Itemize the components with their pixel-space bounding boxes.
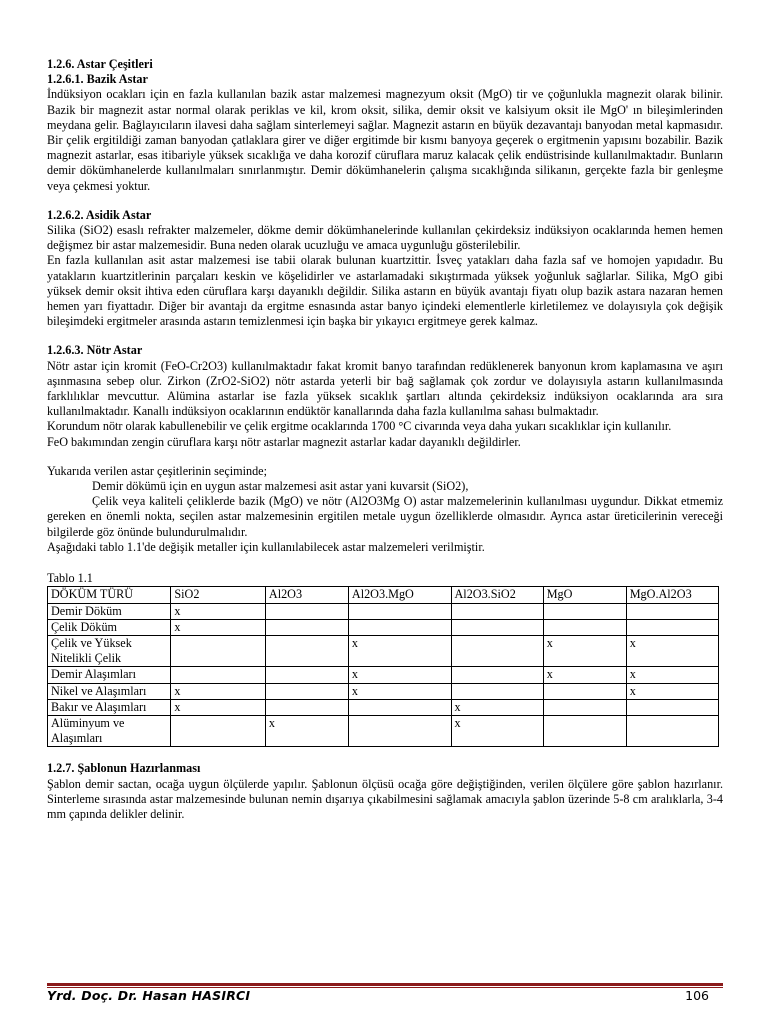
subsection-heading: 1.2.6.1. Bazik Astar [47,72,148,87]
table-cell [348,699,451,715]
row-label: Çelik ve Yüksek Nitelikli Çelik [48,635,171,666]
table-cell: x [265,715,348,746]
table-header-cell: Al2O3 [265,587,348,603]
table-cell [265,683,348,699]
table-cell: x [451,715,543,746]
page-number: 106 [685,988,709,1003]
table-row [48,699,719,715]
table-header-row [48,587,719,603]
row-label: Çelik Döküm [48,619,171,635]
table-cell [171,667,266,683]
table-cell: x [451,699,543,715]
table-cell [626,619,718,635]
table-cell [348,619,451,635]
paragraph: Nötr astar için kromit (FeO-Cr2O3) kullanılmaktadır fakat kromit banyo tarafından redüklenerek banyonun krom kaplamasına ve aşırı aşınmasına sebep olur. Zirkon (ZrO2-SiO2) nötr astarda yeterli bir bağ sağlamak çok zordur ve dolayısıyla astarın kullanılmasında farklılıklar mevcuttur. Alümina astarlar ise fazla yüksek sıcaklık şartları altında çekirdeksiz indüksiyon ocaklarında ara sıra kullanılmaktadır. Kanallı indüksiyon ocaklarının endüktör kanallarında daha fazla kullanılma sahası bulmaktadır. [47,358,723,419]
paragraph: Şablon demir sactan, ocağa uygun ölçülerde yapılır. Şablonun ölçüsü ocağa göre değiştiğinden, verilen ölçülere göre şablon hazırlanır. Sinterleme sırasında astar malzemesinde bulunan nemin dışarıya çıkabilmesini sağlamak amacıyla şablon üzerinde 5-8 cm aralıklarla, 3-4 mm çapında delikler delinir. [47,776,723,821]
table-cell [171,635,266,666]
paragraph: İndüksiyon ocakları için en fazla kullanılan bazik astar malzemesi magnezyum oksit (MgO) tir ve çoğunlukla magnezit olarak bilinir. Bazik bir magnezit astar normal olarak periklas ve kil, krom oksit, silika, demir oksit ve kalsiyum oksit ile MgO' ın bileşimlerinden meydana gelir. Bağlayıcıların ilavesi daha sağlam sinterlemeyi sağlar. Magnezit astarın en büyük dezavantajı banyodan metal kapmasıdır. Bir çelik ergitildiği zaman banyodan çatlaklara girer ve diğer ergitimde bir kısmı banyoya geçerek o ergitmenin yapısını bozabilir. Bazik magnezit astarlar, esas itibariyle yüksek sıcaklığa ve daha korozif cüruflara maruz kalacak çelik endüstrisinde kullanılmaktadır. Bunların demir dökümhanelerde kullanılmaları sınırlanmıştır. Demir dökümhanelerin çalışma sıcaklığında silikanın, gerçekte fazla bir genleşme veya çekmesi yoktur. [47,87,723,193]
table-cell [543,699,626,715]
table-cell: x [171,603,266,619]
row-label: Alüminyum ve Alaşımları [48,715,171,746]
subsection-heading: 1.2.6.3. Nötr Astar [47,343,143,358]
row-label: Nikel ve Alaşımları [48,683,171,699]
document-page [47,57,723,822]
lining-table [47,586,719,747]
paragraph: Yukarıda verilen astar çeşitlerinin seçiminde; [47,463,267,478]
row-label: Demir Alaşımları [48,667,171,683]
table-row [48,619,719,635]
paragraph: Silika (SiO2) esaslı refrakter malzemeler, dökme demir dökümhanelerinde kullanılan çekirdeksiz indüksiyon ocaklarında hemen hemen değişmez bir astar malzemesidir. Buna neden olarak ucuzluğu ve amaca uygunluğu gösterilebilir. [47,223,723,253]
section-heading: 1.2.6. Astar Çeşitleri [47,57,153,71]
table-header-cell: MgO [543,587,626,603]
table-row [48,683,719,699]
footer-author: Yrd. Doç. Dr. Hasan HASIRCI [47,988,251,1003]
table-cell [265,635,348,666]
paragraph: Çelik veya kaliteli çeliklerde bazik (MgO) ve nötr (Al2O3Mg O) astar malzemelerinin kullanılması uygundur. Dikkat etmemiz gereken en önemli nokta, seçilen astar malzemesinin ergitilen metale uygun özelliklerde olmasıdır. Ayrıca astar üreticilerinin vereceği bilgilerde göz önünde bulundurulmalıdır. [47,494,723,539]
paragraph: FeO bakımından zengin cüruflara karşı nötr astarlar magnezit astarlar kadar dayanıklı değildirler. [47,434,521,449]
table-cell: x [348,667,451,683]
table-cell: x [543,667,626,683]
table-row [48,635,719,666]
table-cell: x [626,667,718,683]
paragraph: Demir dökümü için en uygun astar malzemesi asit astar yani kuvarsit (SiO2), [92,479,469,494]
table-cell [543,683,626,699]
table-header-cell: SiO2 [171,587,266,603]
table-cell: x [348,683,451,699]
table-cell [348,715,451,746]
paragraph: Korundum nötr olarak kabullenebilir ve çelik ergitme ocaklarında 1700 °C civarında veya daha yukarı sıcaklıklar için kullanılır. [47,419,672,434]
table-cell [626,715,718,746]
table-cell [451,619,543,635]
table-cell: x [626,635,718,666]
table-cell [543,603,626,619]
table-cell [265,603,348,619]
table-header-cell: MgO.Al2O3 [626,587,718,603]
table-cell [451,683,543,699]
table-cell: x [626,683,718,699]
table-header-cell: Al2O3.SiO2 [451,587,543,603]
table-cell [451,603,543,619]
table-cell [543,619,626,635]
table-cell: x [171,619,266,635]
table-row [48,715,719,746]
table-cell: x [171,683,266,699]
table-cell [626,699,718,715]
table-cell [451,667,543,683]
table-cell [543,715,626,746]
table-header-cell: Al2O3.MgO [348,587,451,603]
table-cell [265,699,348,715]
section-heading: 1.2.7. Şablonun Hazırlanması [47,761,201,776]
table-row [48,603,719,619]
table-cell [171,715,266,746]
paragraph: En fazla kullanılan asit astar malzemesi ise tabii olarak bulunan kuartzittir. İsveç yatakları daha fazla saf ve homojen yapıdadır. Bu yatakların kuartzitlerinin parçaları keskin ve köşelidirler ve astarlamadaki sıkıştırmada yüksek yoğunluk sağlarlar. Silika, MgO gibi yüksek demir oksit ihtiva eden cüruflara karşı dayanıklı değildir. Silika astarın en büyük avantajı fiyatı olup bazik astara nazaran hemen hemen yarı fiyattadır. Diğer bir avantajı da ergitme esnasında astar banyo içindeki elementlerle kirletilemez ve dolayısıyla çok değişik bileşimdeki ergitmeler arasında astarın temizlenmesi için başka bir yıkayıcı ergitmeye gerek kalmaz. [47,253,723,329]
table-cell [265,619,348,635]
table-cell: x [171,699,266,715]
table-header-cell: DÖKÜM TÜRÜ [48,587,171,603]
table-cell: x [348,635,451,666]
table-caption: Tablo 1.1 [47,571,93,586]
footer-rule [47,983,723,986]
row-label: Demir Döküm [48,603,171,619]
table-row [48,667,719,683]
table-cell [626,603,718,619]
table-cell [265,667,348,683]
table-cell: x [543,635,626,666]
row-label: Bakır ve Alaşımları [48,699,171,715]
subsection-heading: 1.2.6.2. Asidik Astar [47,207,152,222]
table-cell [451,635,543,666]
table-cell [348,603,451,619]
paragraph: Aşağıdaki tablo 1.1'de değişik metaller için kullanılabilecek astar malzemeleri verilmiştir. [47,539,485,554]
